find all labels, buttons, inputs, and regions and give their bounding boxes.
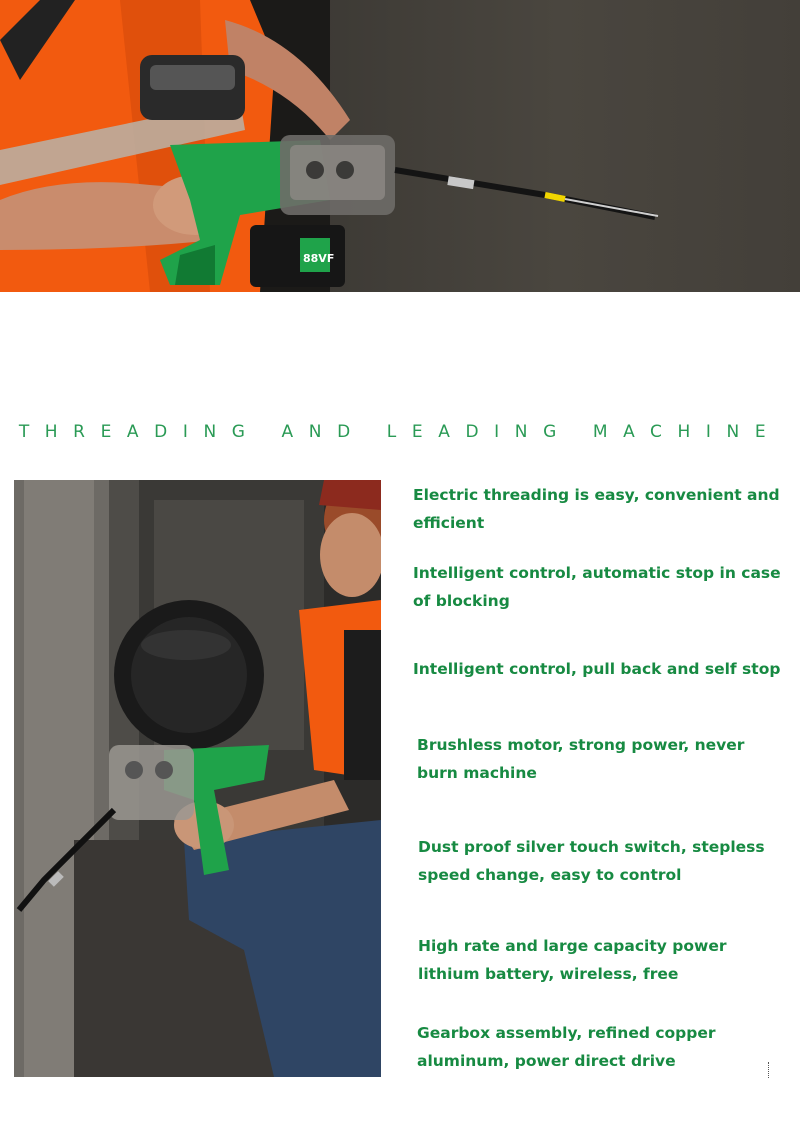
divider-mark <box>768 1062 770 1078</box>
hero-illustration <box>0 0 800 292</box>
feature-item-2: Intelligent control, automatic stop in case of blocking <box>413 564 781 610</box>
photo-illustration <box>14 480 381 1077</box>
product-photo <box>14 480 381 1077</box>
section-title: THREADING AND LEADING MACHINE <box>18 422 782 442</box>
feature-item-1: Electric threading is easy, convenient and efficient <box>413 486 780 532</box>
feature-item-4: Brushless motor, strong power, never burn machine <box>417 736 745 782</box>
feature-item-7: Gearbox assembly, refined copper aluminum, power direct drive <box>417 1024 716 1070</box>
feature-item-5: Dust proof silver touch switch, stepless speed change, easy to control <box>418 838 765 884</box>
battery-label: 88VF <box>303 252 335 265</box>
hero-image <box>0 0 800 292</box>
feature-item-6: High rate and large capacity power lithium battery, wireless, free <box>418 937 727 983</box>
feature-item-3: Intelligent control, pull back and self stop <box>413 660 781 678</box>
